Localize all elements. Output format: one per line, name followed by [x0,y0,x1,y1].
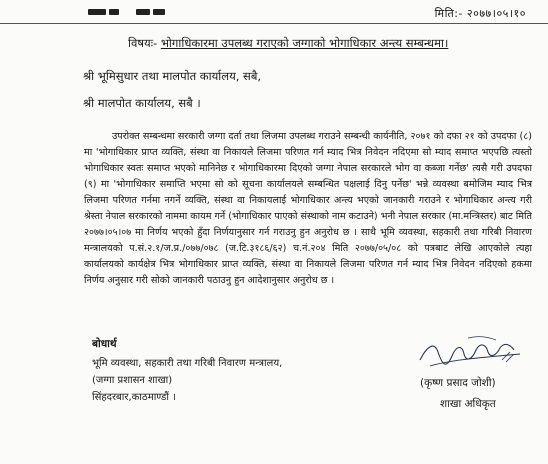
subject-line [128,36,448,51]
handwritten-signature [416,330,526,376]
header-divider [0,23,548,24]
signer-name: (कृष्ण प्रसाद जोशी) [420,377,496,389]
cc-block [92,355,282,406]
letter-body: उपरोक्त सम्बन्धमा सरकारी जग्गा दर्ता तथा लिजमा उपलब्ध गराउने सम्बन्धी कार्यनीति, २०७१ को दफा २१ को उपदफा (८) मा 'भोगाधिकार प्राप्त व्यक्ति, संस्था वा निकायले लिजमा परिणत गर्न म्याद भित्र निवेदन नदिएमा सो म्याद समाप्त भएपछि त्यस्तो भोगाधिकार स्वतः समाप्त भएको मानिनेछ र भोगाधिकारमा दिएको जग्गा नेपाल सरकारले भोग वा कब्जा गर्नेछ' त्यसै गरी उपदफा (९) मा 'भोगाधिकार समाप्ति भएमा सो को सूचना कार्यालयले सम्बन्धित पक्षलाई दिनु पर्नेछ' भन्ने व्यवस्था बमोजिम म्याद भित्र लिजमा परिणत गर्नमा नगर्ने व्यक्ति, संस्था वा निकायलाई भोगाधिकार अन्त्य भएको जानकारी गराउने र भोगाधिकार अन्त्य गरी श्रेस्ता नेपाल सरकारको नाममा कायम गर्ने (भोगाधिकार पाएको संस्थाको नाम कटाउने) भनी नेपाल सरकार (मा.मन्त्रिस्तर) बाट मिति २०७७।०५।०७ मा निर्णय भएको हुँदा निर्णयानुसार गर्न गराउनु हुन अनुरोध छ । साथै भूमि व्यवस्था, सहकारी तथा गरिबी निवारण मन्त्रालयको प.सं.२.१/ज.प्र./०७७/०७८ (ज.टि.३१८६/६२) च.नं.२०४ मिति २०७७/०५/०८ को पत्रबाट लेखि आएकोले त्यहा कार्यालयको कार्यक्षेत्र भित्र भोगाधिकार प्राप्त व्यक्ति, संस्था वा निकायले लिजमा परिणत गर्न म्याद भित्र निवेदन नदिएको हकमा निर्णय अनुसार गरी सोको जानकारी पठाउनु हुन आदेशानुसार अनुरोध छ । [84,131,532,286]
subject-label: विषयः- [128,36,158,50]
subject-text: भोगाधिकारमा उपलब्ध गराएको जग्गाको भोगाधिकार अन्त्य सम्बन्धमा। [160,36,449,50]
scan-artifact [88,0,168,8]
cc-heading: बोधार्थ [92,338,117,350]
cc-line: सिंहदरबार,काठमाण्डौं । [92,392,176,403]
recipient-line: श्री भूमिसुधार तथा मालपोत कार्यालय, सबै, [83,69,262,83]
recipient-line: श्री मालपोत कार्यालय, सबै । [83,96,201,110]
cc-line: भूमि व्यवस्था, सहकारी तथा गरिबी निवारण मन्त्रालय, [92,358,283,369]
cc-line: (जग्गा प्रशासन शाखा) [92,375,173,386]
signer-title: शाखा अधिकृत [440,398,496,410]
letter-date: मिति:- २०७७।०५।१० [434,7,526,20]
